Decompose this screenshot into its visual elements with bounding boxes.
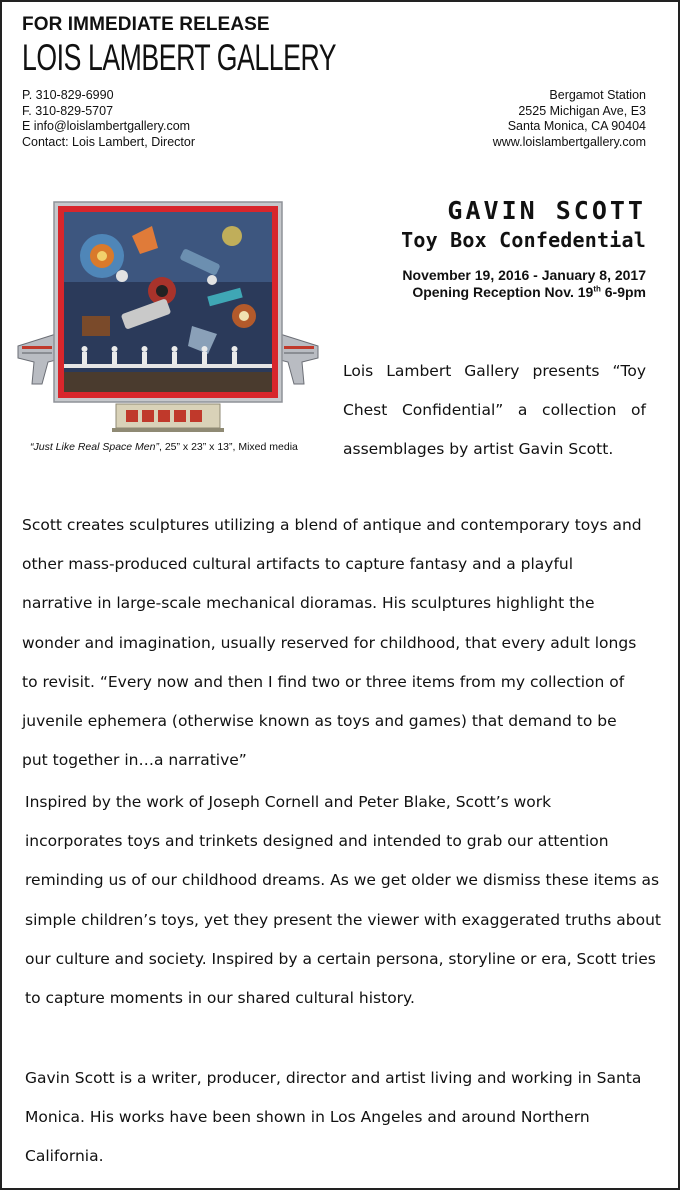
caption-title: “Just Like Real Space Men” [30,441,159,453]
phone: P. 310-829-6990 [22,88,114,102]
paragraph-line: Monica. His works have been shown in Los Angeles and around Northern [25,1108,590,1127]
paragraph-line: to capture moments in our shared cultural history. [25,989,415,1008]
intro-paragraph: Lois Lambert Gallery presents “Toy Chest Confidential” a collection of assemblages by artist Gavin Scott. [343,362,646,458]
paragraph-line: to revisit. “Every now and then I find two or three items from my collection of [22,672,625,691]
address-line-3: Santa Monica, CA 90404 [507,119,646,133]
exhibition-title: Toy Box Confedential [401,228,646,252]
paragraph-line: put together in…a narrative” [22,751,247,770]
paragraph-line: other mass-produced cultural artifacts to capture fantasy and a playful [22,555,574,574]
paragraph-inspiration [25,783,665,1018]
paragraph-line: simple children’s toys, yet they present the viewer with exaggerated truths about [25,910,661,929]
paragraph-line: juvenile ephemera (otherwise known as toys and games) that demand to be [22,712,617,731]
opening-reception: Opening Reception Nov. 19th 6-9pm [412,284,646,300]
paragraph-line: incorporates toys and trinkets designed and intended to grab our attention [25,832,609,851]
website: www.loislambertgallery.com [492,134,646,149]
paragraph-line: narrative in large-scale mechanical dioramas. His sculptures highlight the [22,594,595,613]
gallery-name: LOIS LAMBERT GALLERY [22,37,337,78]
contact-block [22,88,195,150]
address-line-1: Bergamot Station [549,88,646,102]
paragraph-bio [25,1059,665,1177]
address-line-2: 2525 Michigan Ave, E3 [518,103,646,118]
fax: F. 310-829-5707 [22,103,114,118]
paragraph-line: Inspired by the work of Joseph Cornell and Peter Blake, Scott’s work [25,793,552,811]
email: E info@loislambertgallery.com [22,119,191,133]
paragraph-line: wonder and imagination, usually reserved for childhood, that every adult longs [22,633,637,652]
paragraph-line: Scott creates sculptures utilizing a blend of antique and contemporary toys and [22,516,642,534]
paragraph-line: Gavin Scott is a writer, producer, director and artist living and working in Santa [25,1069,642,1087]
release-heading: FOR IMMEDIATE RELEASE [22,14,270,35]
address-block [493,88,646,150]
artwork-caption [30,441,298,453]
paragraph-sculptures [22,506,662,780]
artist-name: GAVIN SCOTT [447,196,646,225]
paragraph-line: reminding us of our childhood dreams. As we get older we dismiss these items as [25,871,660,890]
contact-person: Contact: Lois Lambert, Director [22,134,195,149]
paragraph-line: California. [25,1147,104,1166]
paragraph-line: our culture and society. Inspired by a certain persona, storyline or era, Scott tries [25,949,656,968]
exhibition-dates [402,267,646,301]
artwork-image [12,196,324,436]
date-range: November 19, 2016 - January 8, 2017 [402,267,646,283]
caption-details: , 25” x 23” x 13”, Mixed media [158,441,298,453]
